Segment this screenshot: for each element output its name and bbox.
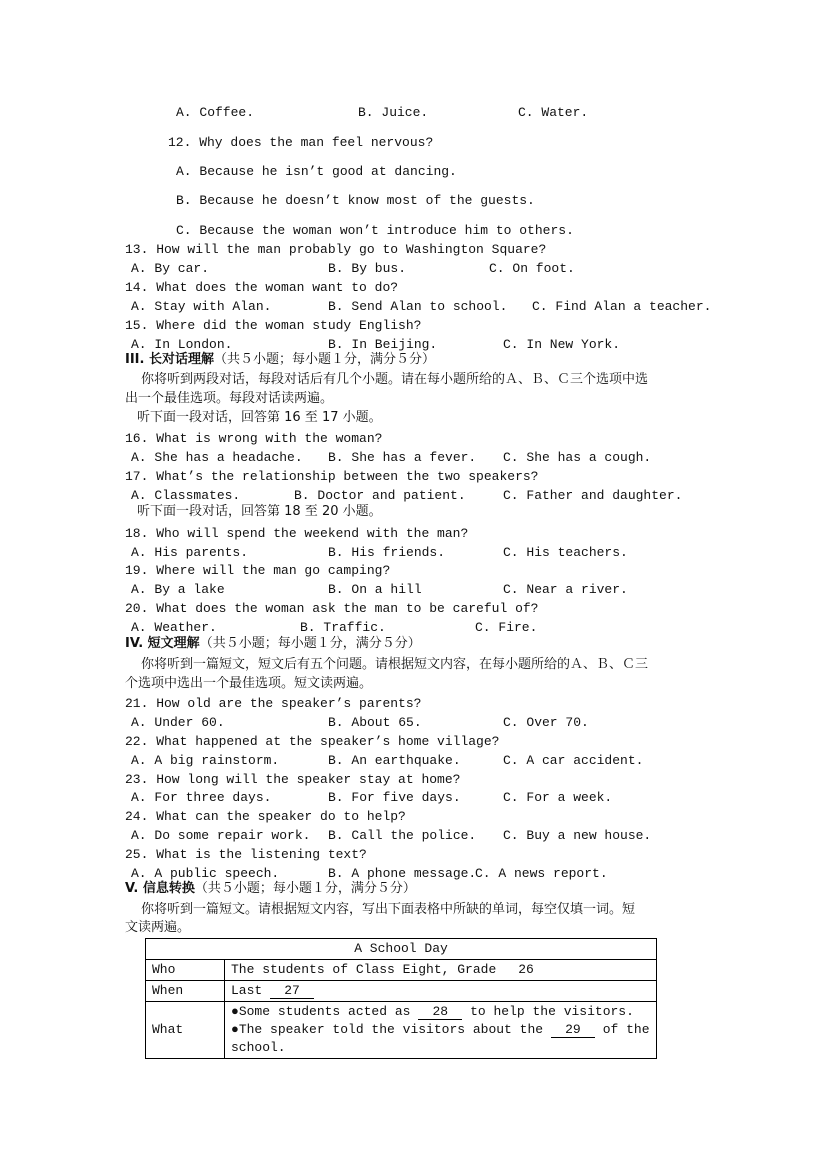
option-14b: B. Send Alan to school. — [328, 299, 508, 314]
question-18: 18. Who will spend the weekend with the man? — [125, 526, 469, 541]
option-18b: B. His friends. — [328, 545, 446, 560]
section-3-heading — [125, 351, 435, 369]
option-17c: C. Father and daughter. — [503, 488, 683, 503]
option-25a: A. A public speech. — [131, 866, 280, 881]
what-label: What — [146, 1002, 225, 1059]
blank-27[interactable]: 27 — [270, 984, 314, 999]
question-23: 23. How long will the speaker stay at home? — [125, 772, 461, 787]
option-12a: A. Because he isn’t good at dancing. — [176, 164, 457, 179]
option-24c: C. Buy a new house. — [503, 828, 652, 843]
dialog-2-instruction: 听下面一段对话，回答第 18 至 20 小题。 — [137, 504, 382, 519]
option-13c: C. On foot. — [489, 261, 575, 276]
option-15b: B. In Beijing. — [328, 337, 438, 352]
question-19: 19. Where will the man go camping? — [125, 563, 391, 578]
bullet-icon: ● — [231, 1004, 239, 1019]
option-14c: C. Find Alan a teacher. — [532, 299, 712, 314]
section-3-instructions-2: 出一个最佳选项。每段对话读两遍。 — [125, 391, 334, 406]
when-text: Last — [231, 983, 263, 998]
table-row — [146, 939, 657, 960]
what-line-1-pre: Some students acted as — [238, 1004, 411, 1019]
section-5-note: （共５小题；每小题１分，满分５分） — [194, 881, 416, 896]
bullet-icon: ● — [231, 1022, 239, 1037]
section-4-instructions-2: 个选项中选出一个最佳选项。短文读两遍。 — [125, 676, 373, 691]
section-5-title: V. 信息转换 — [125, 881, 195, 896]
question-16: 16. What is wrong with the woman? — [125, 431, 383, 446]
option-19a: A. By a lake — [131, 582, 225, 597]
section-4-heading — [125, 635, 421, 653]
option-21a: A. Under 60. — [131, 715, 225, 730]
question-24: 24. What can the speaker do to help? — [125, 809, 406, 824]
table-row — [146, 981, 657, 1002]
question-20: 20. What does the woman ask the man to be careful of? — [125, 601, 539, 616]
table-row — [146, 960, 657, 981]
what-line-2-post: of the — [602, 1022, 650, 1037]
option-15a: A. In London. — [131, 337, 233, 352]
option-18c: C. His teachers. — [503, 545, 628, 560]
when-cell — [225, 981, 657, 1002]
option-16a: A. She has a headache. — [131, 450, 303, 465]
section-5-heading — [125, 880, 416, 898]
question-25: 25. What is the listening text? — [125, 847, 367, 862]
school-day-table — [145, 938, 657, 1059]
question-12: 12. Why does the man feel nervous? — [168, 135, 434, 150]
what-line-1-post: to help the visitors. — [470, 1004, 634, 1019]
question-15: 15. Where did the woman study English? — [125, 318, 422, 333]
who-label: Who — [146, 960, 225, 981]
option-13a: A. By car. — [131, 261, 210, 276]
option-12b: B. Because he doesn’t know most of the guests. — [176, 193, 535, 208]
question-22: 22. What happened at the speaker’s home village? — [125, 734, 500, 749]
option-25c: C. A news report. — [475, 866, 608, 881]
dialog-1-instruction: 听下面一段对话，回答第 16 至 17 小题。 — [137, 410, 382, 425]
option-15c: C. In New York. — [503, 337, 621, 352]
section-3-note: （共５小题；每小题１分，满分５分） — [213, 352, 435, 367]
option-22c: C. A car accident. — [503, 753, 644, 768]
option-11a: A. Coffee. — [176, 105, 255, 120]
section-3-instructions-1: 你将听到两段对话，每段对话后有几个小题。请在每小题所给的Ａ、Ｂ、Ｃ三个选项中选 — [141, 372, 649, 387]
option-11b: B. Juice. — [358, 105, 429, 120]
option-21c: C. Over 70. — [503, 715, 589, 730]
question-13: 13. How will the man probably go to Washington Square? — [125, 242, 547, 257]
option-17a: A. Classmates. — [131, 488, 241, 503]
option-24a: A. Do some repair work. — [131, 828, 311, 843]
option-17b: B. Doctor and patient. — [294, 488, 466, 503]
option-12c: C. Because the woman won’t introduce him to others. — [176, 223, 574, 238]
section-4-note: （共５小题；每小题１分，满分５分） — [199, 636, 421, 651]
option-19b: B. On a hill — [328, 582, 422, 597]
option-13b: B. By bus. — [328, 261, 407, 276]
blank-26[interactable]: 26 — [518, 962, 534, 977]
question-14: 14. What does the woman want to do? — [125, 280, 399, 295]
what-cell — [225, 1002, 657, 1059]
option-24b: B. Call the police. — [328, 828, 477, 843]
option-16b: B. She has a fever. — [328, 450, 477, 465]
blank-29[interactable]: 29 — [551, 1023, 595, 1038]
section-4-title: IV. 短文理解 — [125, 636, 200, 651]
option-20c: C. Fire. — [475, 620, 538, 635]
option-20b: B. Traffic. — [300, 620, 386, 635]
option-14a: A. Stay with Alan. — [131, 299, 272, 314]
what-line-2-pre: The speaker told the visitors about the — [238, 1022, 544, 1037]
who-text: The students of Class Eight, Grade — [231, 962, 497, 977]
option-23a: A. For three days. — [131, 790, 272, 805]
option-21b: B. About 65. — [328, 715, 422, 730]
question-21: 21. How old are the speaker’s parents? — [125, 696, 422, 711]
who-cell — [225, 960, 657, 981]
table-row — [146, 1002, 657, 1059]
section-5-instructions-1: 你将听到一篇短文。请根据短文内容，写出下面表格中所缺的单词，每空仅填一词。短 — [141, 902, 636, 917]
option-19c: C. Near a river. — [503, 582, 628, 597]
section-4-instructions-1: 你将听到一篇短文，短文后有五个问题。请根据短文内容，在每小题所给的Ａ、Ｂ、Ｃ三 — [141, 657, 649, 672]
section-5-instructions-2: 文读两遍。 — [125, 920, 191, 935]
what-line-2-end: school. — [231, 1040, 286, 1055]
option-22b: B. An earthquake. — [328, 753, 461, 768]
option-20a: A. Weather. — [131, 620, 217, 635]
section-3-title: III. 长对话理解 — [125, 352, 214, 367]
when-label: When — [146, 981, 225, 1002]
table-title: A School Day — [146, 939, 657, 960]
option-16c: C. She has a cough. — [503, 450, 652, 465]
blank-28[interactable]: 28 — [418, 1005, 462, 1020]
option-11c: C. Water. — [518, 105, 589, 120]
question-17: 17. What’s the relationship between the two speakers? — [125, 469, 539, 484]
option-23c: C. For a week. — [503, 790, 613, 805]
option-18a: A. His parents. — [131, 545, 249, 560]
option-23b: B. For five days. — [328, 790, 461, 805]
option-22a: A. A big rainstorm. — [131, 753, 280, 768]
option-25b: B. A phone message. — [328, 866, 477, 881]
